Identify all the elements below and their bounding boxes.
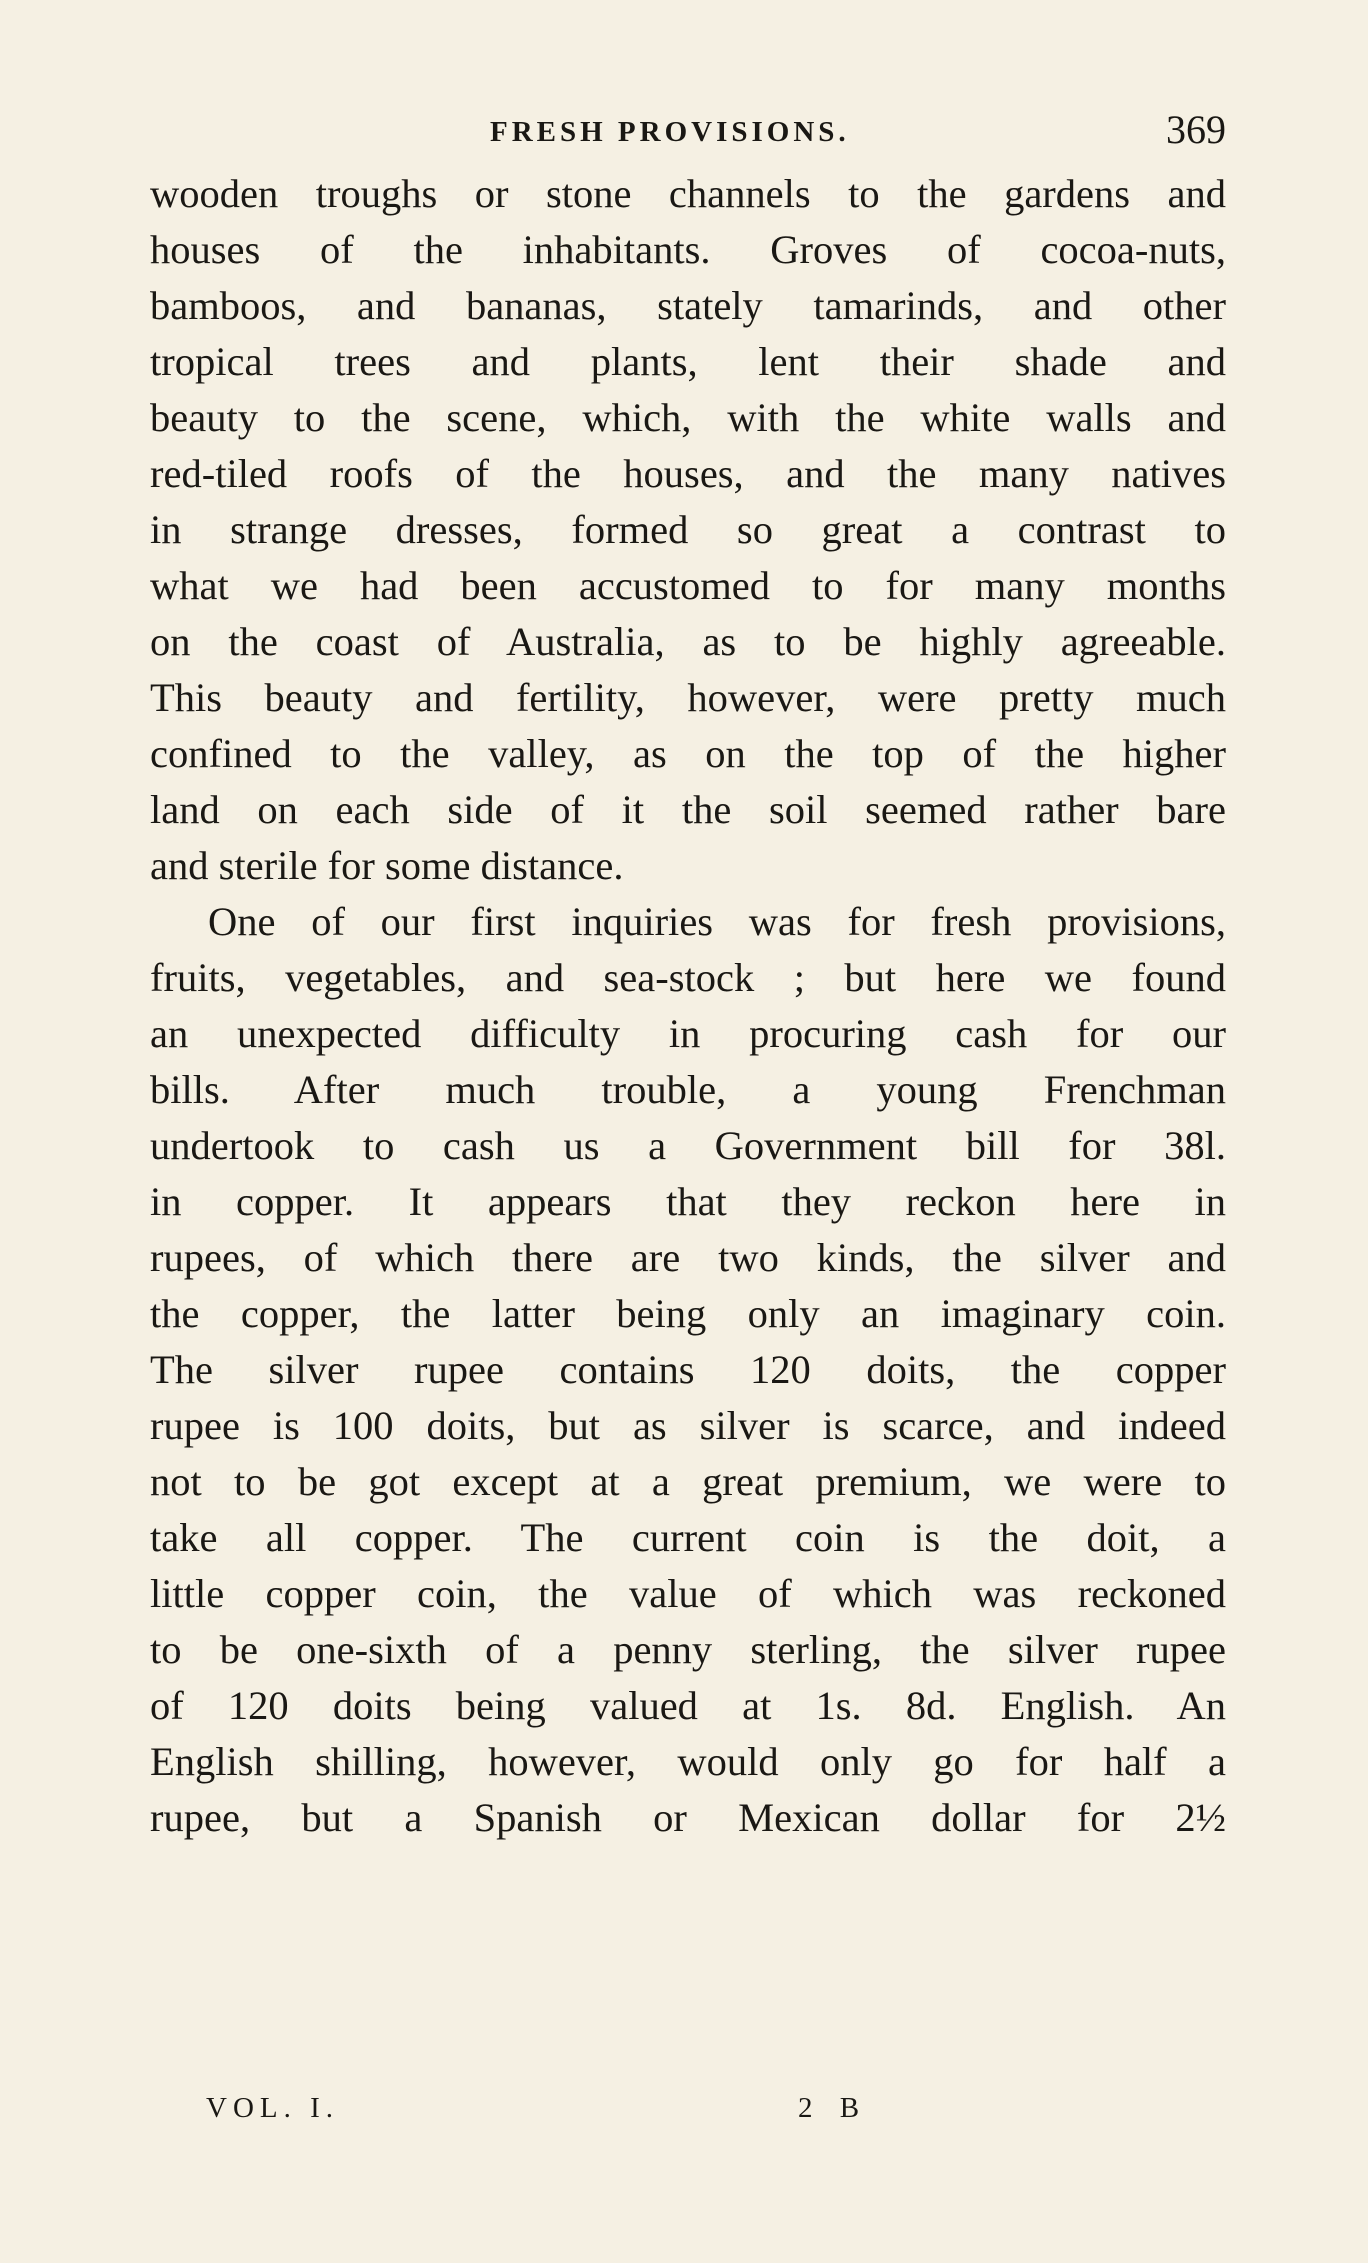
text-line: what we had been accustomed to for many months	[150, 563, 1226, 608]
text-line: beauty to the scene, which, with the white walls and	[150, 395, 1226, 440]
text-line: in copper. It appears that they reckon here in	[150, 1179, 1226, 1224]
running-title: FRESH PROVISIONS.	[490, 116, 850, 148]
text-line: rupee is 100 doits, but as silver is scarce, and indeed	[150, 1403, 1226, 1448]
text-line: on the coast of Australia, as to be highly agreeable.	[150, 619, 1226, 664]
signature-mark: 2 B	[798, 2092, 870, 2124]
page-number: 369	[1166, 107, 1226, 152]
text-line: fruits, vegetables, and sea-stock ; but here we found	[150, 955, 1226, 1000]
text-line: the copper, the latter being only an imaginary coin.	[150, 1291, 1226, 1336]
text-line: undertook to cash us a Government bill for 38l.	[150, 1123, 1226, 1168]
text-line: bills. After much trouble, a young Frenchman	[150, 1067, 1226, 1112]
volume-mark: VOL. I.	[206, 2092, 340, 2124]
text-line: land on each side of it the soil seemed rather bare	[150, 787, 1226, 832]
page-footer	[150, 2092, 1226, 2132]
text-line: rupees, of which there are two kinds, the silver and	[150, 1235, 1226, 1280]
text-line: confined to the valley, as on the top of the higher	[150, 731, 1226, 776]
text-line: wooden troughs or stone channels to the gardens and	[150, 171, 1226, 216]
text-line: little copper coin, the value of which was reckoned	[150, 1571, 1226, 1616]
paragraph-end-line: and sterile for some distance.	[150, 843, 624, 888]
text-line: of 120 doits being valued at 1s. 8d. English. An	[150, 1683, 1226, 1728]
text-line: an unexpected difficulty in procuring cash for our	[150, 1011, 1226, 1056]
text-line: rupee, but a Spanish or Mexican dollar for 2½	[150, 1795, 1226, 1840]
text-line: not to be got except at a great premium, we were to	[150, 1459, 1226, 1504]
text-line: This beauty and fertility, however, were pretty much	[150, 675, 1226, 720]
text-line: to be one-sixth of a penny sterling, the silver rupee	[150, 1627, 1226, 1672]
running-head	[150, 106, 1226, 156]
text-line: The silver rupee contains 120 doits, the copper	[150, 1347, 1226, 1392]
text-line: bamboos, and bananas, stately tamarinds, and other	[150, 283, 1226, 328]
text-line: in strange dresses, formed so great a contrast to	[150, 507, 1226, 552]
paragraph-start-line: One of our first inquiries was for fresh provisions,	[208, 899, 1226, 944]
text-line: take all copper. The current coin is the doit, a	[150, 1515, 1226, 1560]
text-line: tropical trees and plants, lent their shade and	[150, 339, 1226, 384]
text-line: red-tiled roofs of the houses, and the many natives	[150, 451, 1226, 496]
text-line: English shilling, however, would only go for half a	[150, 1739, 1226, 1784]
text-line: houses of the inhabitants. Groves of cocoa-nuts,	[150, 227, 1226, 272]
